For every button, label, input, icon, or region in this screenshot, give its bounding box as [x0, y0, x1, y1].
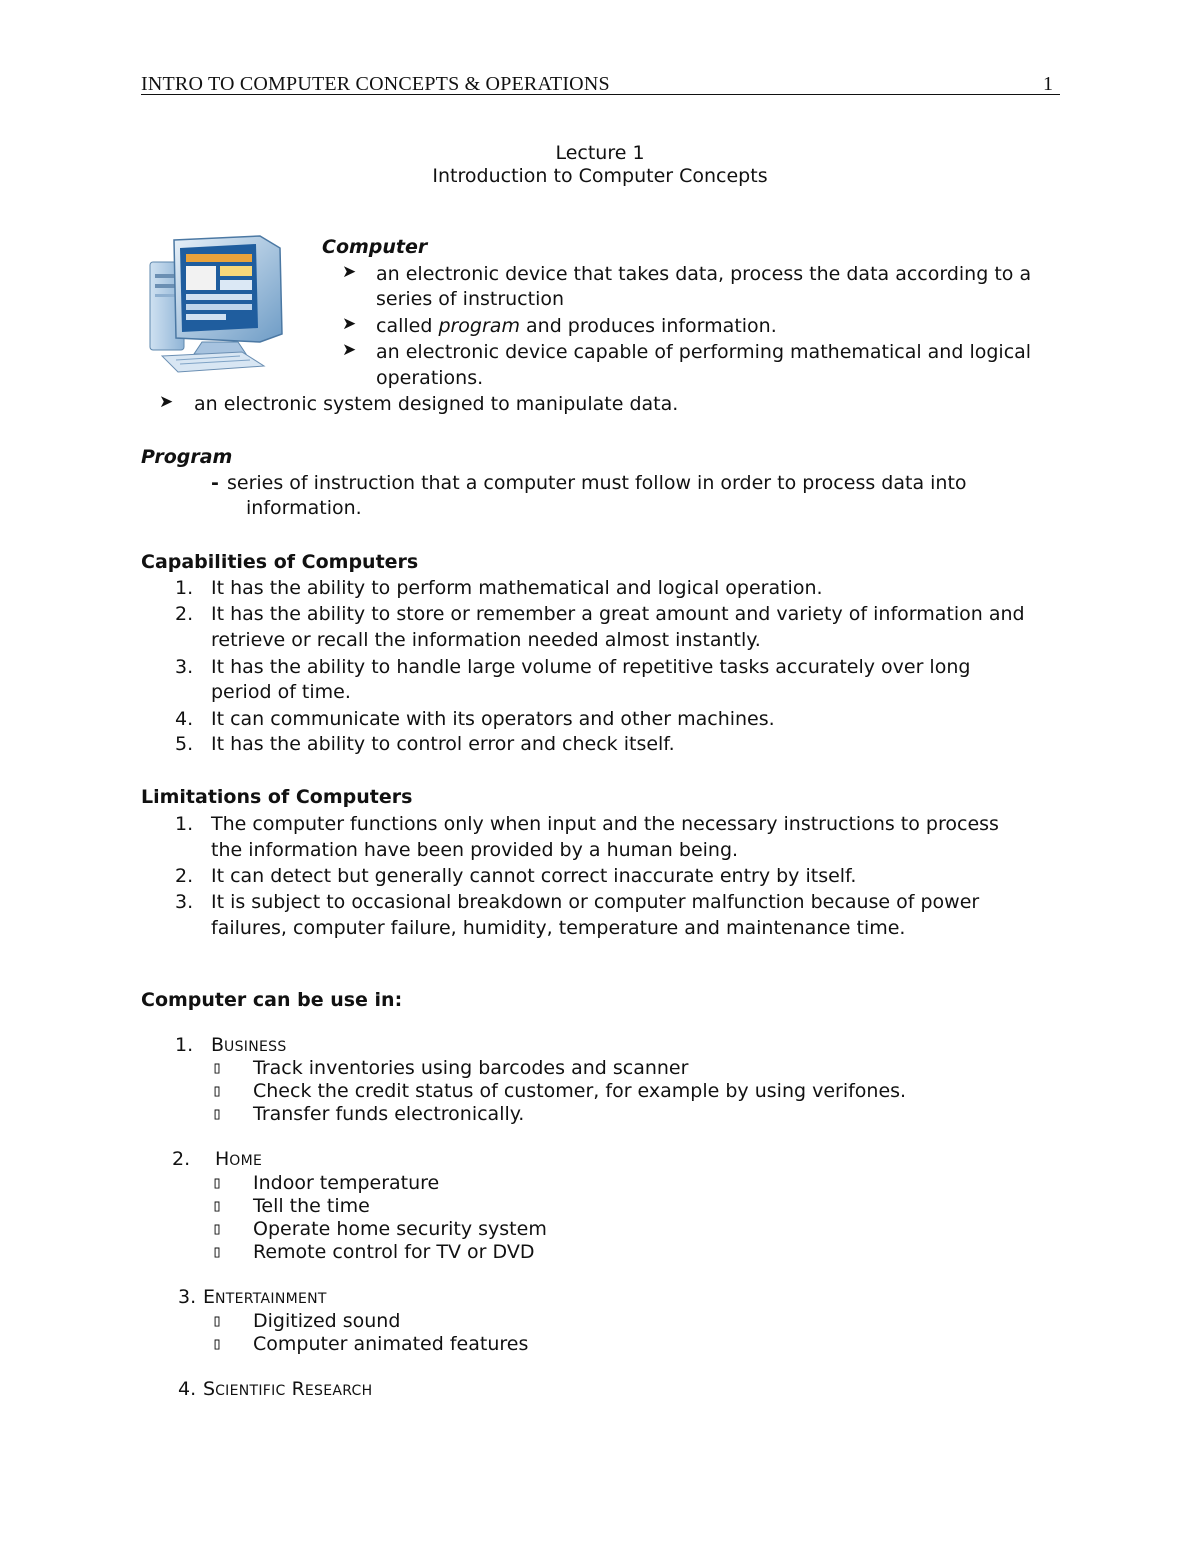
lecture-title: Introduction to Computer Concepts: [432, 165, 768, 187]
limitation-item-2: It can detect but generally cannot correct inaccurate entry by itself.: [211, 865, 857, 887]
limitation-item-3-line-2: failures, computer failure, humidity, temperature and maintenance time.: [211, 917, 906, 939]
limitation-number: 3.: [175, 891, 194, 913]
computer-def-3-line-1: an electronic device capable of performing mathematical and logical: [376, 341, 1032, 363]
limitations-heading: Limitations of Computers: [141, 786, 413, 808]
capability-item-2-line-2: retrieve or recall the information needed almost instantly.: [211, 629, 761, 651]
capability-number: 5.: [175, 733, 194, 755]
capability-item-1: It has the ability to perform mathematical and logical operation.: [211, 577, 823, 599]
use-home-item-4: Remote control for TV or DVD: [253, 1241, 535, 1263]
square-bullet-icon: ▯: [212, 1311, 223, 1331]
use-number: 2.: [172, 1148, 191, 1170]
limitation-number: 2.: [175, 865, 194, 887]
computer-def-4: an electronic system designed to manipulate data.: [194, 393, 679, 415]
use-business-item-3: Transfer funds electronically.: [253, 1103, 525, 1125]
computer-def-3-line-2: operations.: [376, 367, 484, 389]
use-scientific-research-label: SCIENTIFIC RESEARCH: [203, 1378, 373, 1400]
square-bullet-icon: ▯: [212, 1196, 223, 1216]
use-business-item-1: Track inventories using barcodes and scanner: [253, 1057, 689, 1079]
limitation-number: 1.: [175, 813, 194, 835]
arrow-bullet-icon: ➤: [342, 262, 357, 282]
capability-item-3-line-2: period of time.: [211, 681, 351, 703]
desktop-computer-icon: [142, 234, 292, 376]
use-home-label: HOME: [215, 1148, 263, 1170]
lecture-number: Lecture 1: [555, 142, 645, 164]
capability-number: 1.: [175, 577, 194, 599]
use-business-item-2: Check the credit status of customer, for example by using verifones.: [253, 1080, 907, 1102]
program-dash: -: [211, 472, 219, 494]
use-entertainment-label: ENTERTAINMENT: [203, 1286, 327, 1308]
uses-heading: Computer can be use in:: [141, 989, 403, 1011]
capability-item-2-line-1: It has the ability to store or remember a great amount and variety of information and: [211, 603, 1025, 625]
program-def-line-1: series of instruction that a computer must follow in order to process data into: [227, 472, 967, 494]
computer-def-1-line-1: an electronic device that takes data, process the data according to a: [376, 263, 1032, 285]
arrow-bullet-icon: ➤: [159, 392, 174, 412]
use-home-item-1: Indoor temperature: [253, 1172, 440, 1194]
use-entertainment-item-1: Digitized sound: [253, 1310, 401, 1332]
running-header-title: INTRO TO COMPUTER CONCEPTS & OPERATIONS: [141, 73, 610, 95]
use-number: 1.: [175, 1034, 194, 1056]
capability-item-5: It has the ability to control error and check itself.: [211, 733, 675, 755]
limitation-item-1-line-2: the information have been provided by a human being.: [211, 839, 739, 861]
use-home-item-2: Tell the time: [253, 1195, 370, 1217]
program-heading: Program: [141, 446, 233, 468]
computer-def-2: called program and produces information.: [376, 315, 777, 337]
header-divider: [141, 94, 1060, 95]
square-bullet-icon: ▯: [212, 1242, 223, 1262]
capability-number: 2.: [175, 603, 194, 625]
use-entertainment-item-2: Computer animated features: [253, 1333, 529, 1355]
computer-heading: Computer: [322, 236, 428, 258]
square-bullet-icon: ▯: [212, 1173, 223, 1193]
capability-item-4: It can communicate with its operators and other machines.: [211, 708, 775, 730]
square-bullet-icon: ▯: [212, 1081, 223, 1101]
capabilities-heading: Capabilities of Computers: [141, 551, 419, 573]
capability-number: 3.: [175, 656, 194, 678]
use-number: 4.: [178, 1378, 197, 1400]
limitation-item-1-line-1: The computer functions only when input and the necessary instructions to process: [211, 813, 999, 835]
arrow-bullet-icon: ➤: [342, 314, 357, 334]
square-bullet-icon: ▯: [212, 1334, 223, 1354]
square-bullet-icon: ▯: [212, 1219, 223, 1239]
arrow-bullet-icon: ➤: [342, 340, 357, 360]
use-home-item-3: Operate home security system: [253, 1218, 547, 1240]
use-number: 3.: [178, 1286, 197, 1308]
capability-item-3-line-1: It has the ability to handle large volume of repetitive tasks accurately over long: [211, 656, 971, 678]
computer-def-1-line-2: series of instruction: [376, 288, 565, 310]
square-bullet-icon: ▯: [212, 1058, 223, 1078]
limitation-item-3-line-1: It is subject to occasional breakdown or computer malfunction because of power: [211, 891, 980, 913]
page-number: 1: [1043, 73, 1053, 95]
square-bullet-icon: ▯: [212, 1104, 223, 1124]
program-def-line-2: information.: [246, 497, 362, 519]
capability-number: 4.: [175, 708, 194, 730]
use-business-label: BUSINESS: [211, 1034, 287, 1056]
